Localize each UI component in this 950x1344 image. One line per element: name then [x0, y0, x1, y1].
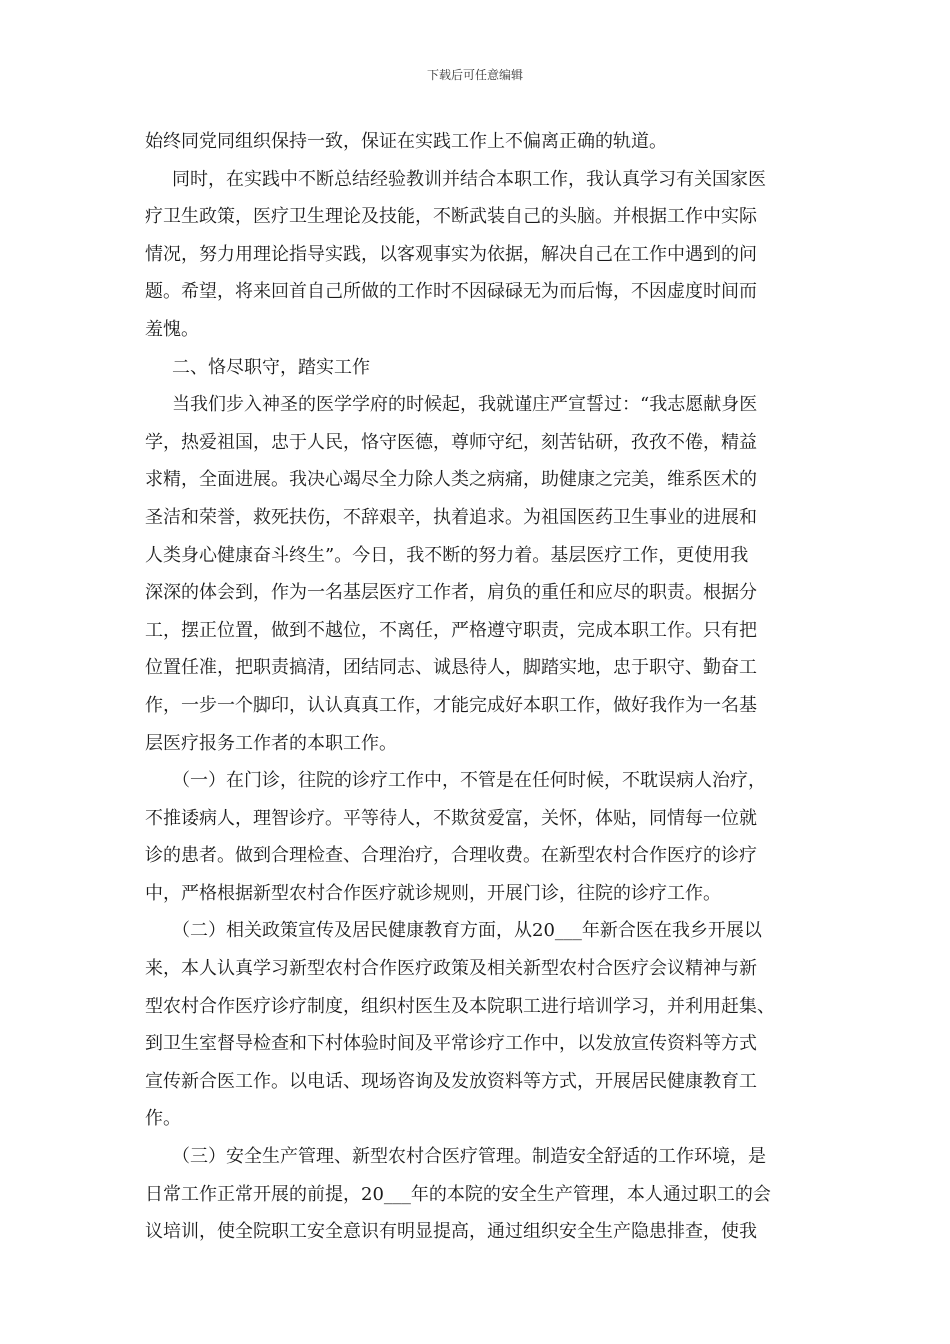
text-line: 题。希望，将来回首自己所做的工作时不因碌碌无为而后悔，不因虚度时间而 — [145, 281, 757, 303]
text-line: 当我们步入神圣的医学学府的时候起，我就谨庄严宣誓过：“我志愿献身医 — [172, 394, 758, 416]
text-line: （一）在门诊，往院的诊疗工作中，不管是在任何时候，不耽误病人治疗， — [172, 770, 766, 792]
text-line: 同时，在实践中不断总结经验教训并结合本职工作，我认真学习有关国家医 — [172, 168, 766, 190]
text-line: 二、恪尽职守，踏实工作 — [172, 356, 370, 378]
text-line: 深深的体会到，作为一名基层医疗工作者，肩负的重任和应尽的职责。根据分 — [145, 582, 757, 604]
text-line: 日常工作正常开展的前提，20___年的本院的安全生产管理，本人通过职工的会 — [145, 1183, 771, 1205]
text-line: 圣洁和荣誉，救死扶伤，不辞艰辛，执着追求。为祖国医药卫生事业的进展和 — [145, 506, 757, 528]
text-line: 工，摆正位置，做到不越位，不离任，严格遵守职责，完成本职工作。只有把 — [145, 619, 757, 641]
text-line: 诊的患者。做到合理检查、合理治疗，合理收费。在新型农村合作医疗的诊疗 — [145, 845, 757, 867]
text-line: 层医疗报务工作者的本职工作。 — [145, 732, 397, 754]
document-body — [145, 123, 807, 1251]
text-line: 羞愧。 — [145, 318, 199, 340]
page-header: 下载后可任意编辑 — [426, 68, 523, 82]
text-line: 位置任准，把职责搞清，团结同志、诚恳待人，脚踏实地，忠于职守、勤奋工 — [145, 657, 757, 679]
text-line: 来，本人认真学习新型农村合作医疗政策及相关新型农村合医疗会议精神与新 — [145, 958, 757, 980]
text-line: 作。 — [145, 1108, 181, 1130]
text-line: （三）安全生产管理、新型农村合医疗管理。制造安全舒适的工作环境，是 — [172, 1146, 766, 1168]
text-line: 宣传新合医工作。以电话、现场咨询及发放资料等方式，开展居民健康教育工 — [145, 1070, 757, 1092]
text-line: 疗卫生政策，医疗卫生理论及技能，不断武装自己的头脑。并根据工作中实际 — [145, 206, 757, 228]
text-line: 作，一步一个脚印，认认真真工作，才能完成好本职工作，做好我作为一名基 — [145, 694, 757, 716]
text-line: 议培训，使全院职工安全意识有明显提高，通过组织安全生产隐患排查，使我 — [145, 1221, 757, 1243]
text-line: 到卫生室督导检查和下村体验时间及平常诊疗工作中，以发放宣传资料等方式 — [145, 1033, 757, 1055]
text-line: 人类身心健康奋斗终生”。今日，我不断的努力着。基层医疗工作，更使用我 — [145, 544, 749, 566]
text-line: 情况，努力用理论指导实践，以客观事实为依据，解决自己在工作中遇到的问 — [145, 243, 757, 265]
text-line: 中，严格根据新型农村合作医疗就诊规则，开展门诊，往院的诊疗工作。 — [145, 882, 721, 904]
text-line: （二）相关政策宣传及居民健康教育方面，从20___年新合医在我乡开展以 — [172, 920, 762, 942]
text-line: 学，热爱祖国，忠于人民，恪守医德，尊师守纪，刻苦钻研，孜孜不倦，精益 — [145, 431, 757, 453]
text-line: 求精，全面进展。我决心竭尽全力除人类之病痛，助健康之完美，维系医术的 — [145, 469, 757, 491]
text-line: 不推诿病人，理智诊疗。平等待人，不欺贫爱富，关怀，体贴，同情每一位就 — [145, 807, 757, 829]
text-line: 型农村合作医疗诊疗制度，组织村医生及本院职工进行培训学习，并利用赶集、 — [145, 995, 775, 1017]
text-line: 始终同党同组织保持一致，保证在实践工作上不偏离正确的轨道。 — [145, 131, 667, 152]
